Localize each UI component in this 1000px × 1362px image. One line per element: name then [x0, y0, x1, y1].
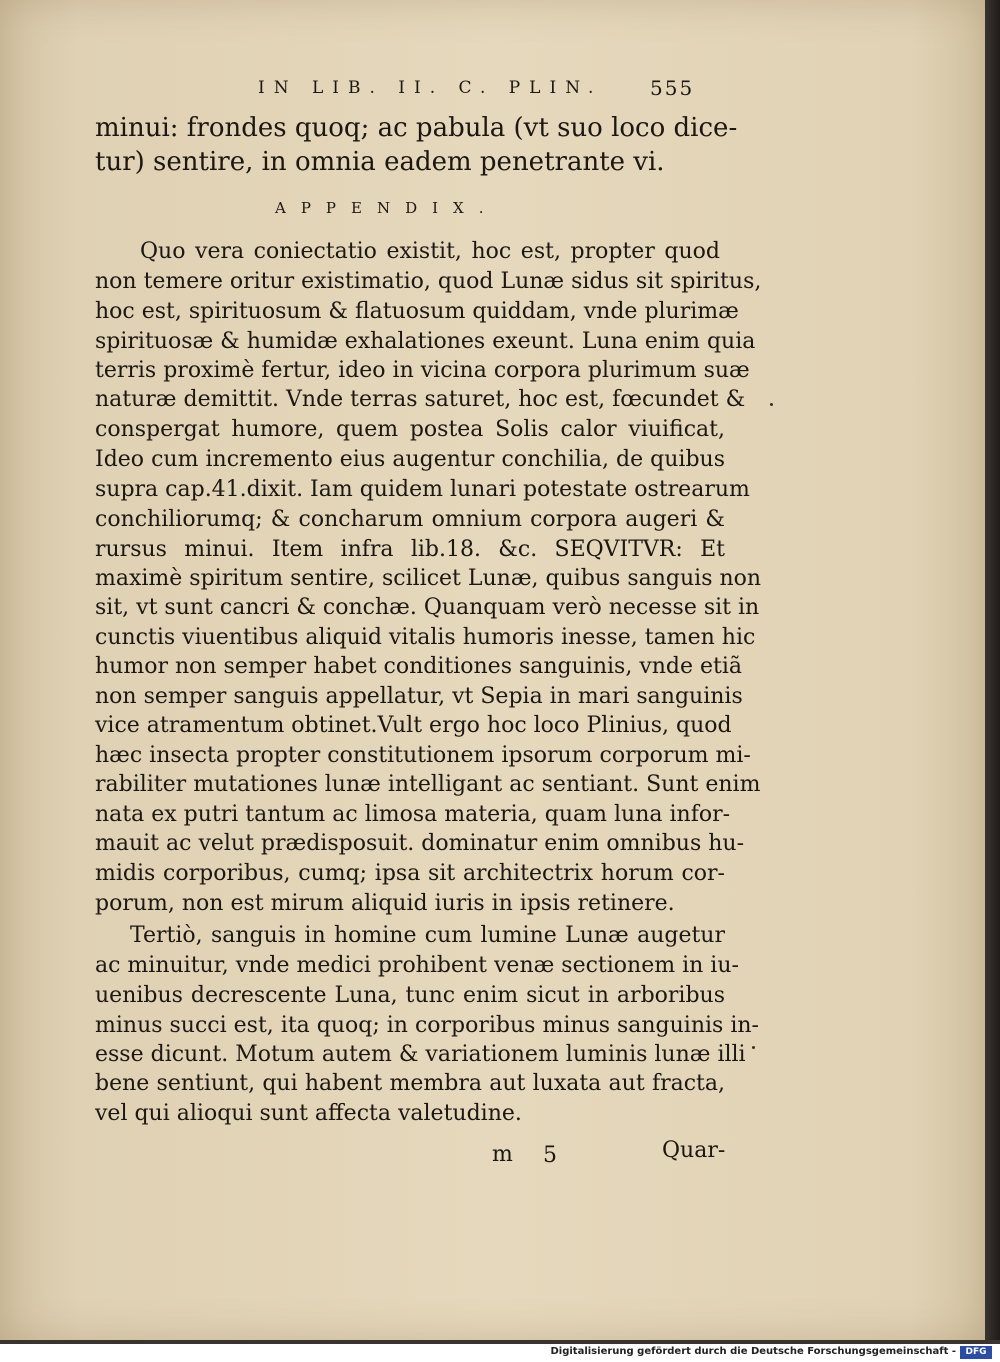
text-line: Quo vera coniectatio existit, hoc est, propter quod — [140, 239, 720, 264]
text-line: non temere oritur existimatio, quod Lunæ sidus sit spiritus, — [95, 269, 762, 294]
text-line: mauit ac velut prædisposuit. dominatur enim omnibus hu- — [95, 831, 744, 856]
text-line: supra cap.41.dixit. Iam quidem lunari potestate ostrearum — [95, 477, 750, 502]
text-line: conspergat humore, quem postea Solis calor viuificat, — [95, 417, 725, 442]
catchword: Quar- — [662, 1138, 726, 1163]
text-line: Tertiò, sanguis in homine cum lumine Lunæ augetur — [130, 923, 725, 948]
page-number: 555 — [650, 76, 695, 100]
running-head: IN LIB. II. C. PLIN. — [258, 78, 603, 98]
text-line: maximè spiritum sentire, scilicet Lunæ, quibus sanguis non — [95, 566, 762, 591]
text-line: hoc est, spirituosum & flatuosum quiddam, vnde plurimæ — [95, 299, 739, 324]
page-edge-shadow — [985, 0, 1000, 1340]
text-line: nata ex putri tantum ac limosa materia, quam luna infor- — [95, 802, 731, 827]
text-line: rabiliter mutationes lunæ intelligant ac sentiant. Sunt enim — [95, 772, 761, 797]
signature-mark: m — [492, 1142, 513, 1167]
text-line: hæc insecta propter constitutionem ipsorum corporum mi- — [95, 743, 751, 768]
dfg-logo-icon: DFG — [960, 1346, 992, 1359]
ink-speck — [770, 403, 773, 406]
ink-speck — [752, 1046, 755, 1049]
text-line: bene sentiunt, qui habent membra aut luxata aut fracta, — [95, 1071, 725, 1096]
text-line: conchiliorumq; & concharum omnium corpora augeri & — [95, 507, 725, 532]
text-line: vel qui alioqui sunt affecta valetudine. — [95, 1101, 522, 1126]
text-line: sit, vt sunt cancri & conchæ. Quanquam verò necesse sit in — [95, 595, 760, 620]
text-line: porum, non est mirum aliquid iuris in ipsis retinere. — [95, 891, 675, 916]
text-line: esse dicunt. Motum autem & variationem luminis lunæ illi — [95, 1042, 746, 1067]
text-line: rursus minui. Item infra lib.18. &c. SEQVITVR: Et — [95, 537, 725, 562]
text-line: naturæ demittit. Vnde terras saturet, hoc est, fœcundet & — [95, 387, 746, 412]
text-line: terris proximè fertur, ideo in vicina corpora plurimum suæ — [95, 358, 750, 383]
text-line: ac minuitur, vnde medici prohibent venæ sectionem in iu- — [95, 953, 739, 978]
text-line: minus succi est, ita quoq; in corporibus minus sanguinis in- — [95, 1013, 759, 1038]
intro-line: tur) sentire, in omnia eadem penetrante vi. — [95, 147, 665, 177]
text-line: uenibus decrescente Luna, tunc enim sicut in arboribus — [95, 983, 725, 1008]
text-line: cunctis viuentibus aliquid vitalis humoris inesse, tamen hic — [95, 625, 756, 650]
text-line: midis corporibus, cumq; ipsa sit architectrix horum cor- — [95, 861, 725, 886]
text-line: spirituosæ & humidæ exhalationes exeunt. Luna enim quia — [95, 329, 756, 354]
text-line: Ideo cum incremento eius augentur conchilia, de quibus — [95, 447, 725, 472]
intro-line: minui: frondes quoq; ac pabula (vt suo loco dice- — [95, 113, 738, 143]
text-line: humor non semper habet conditiones sanguinis, vnde etiã — [95, 654, 743, 679]
text-line: non semper sanguis appellatur, vt Sepia in mari sanguinis — [95, 684, 743, 709]
text-line: vice atramentum obtinet.Vult ergo hoc loco Plinius, quod — [95, 713, 732, 738]
digitization-credit: Digitalisierung gefördert durch die Deutsche Forschungsgemeinschaft - — [550, 1346, 956, 1357]
appendix-heading: APPENDIX. — [275, 199, 499, 217]
signature-number: 5 — [543, 1143, 557, 1168]
